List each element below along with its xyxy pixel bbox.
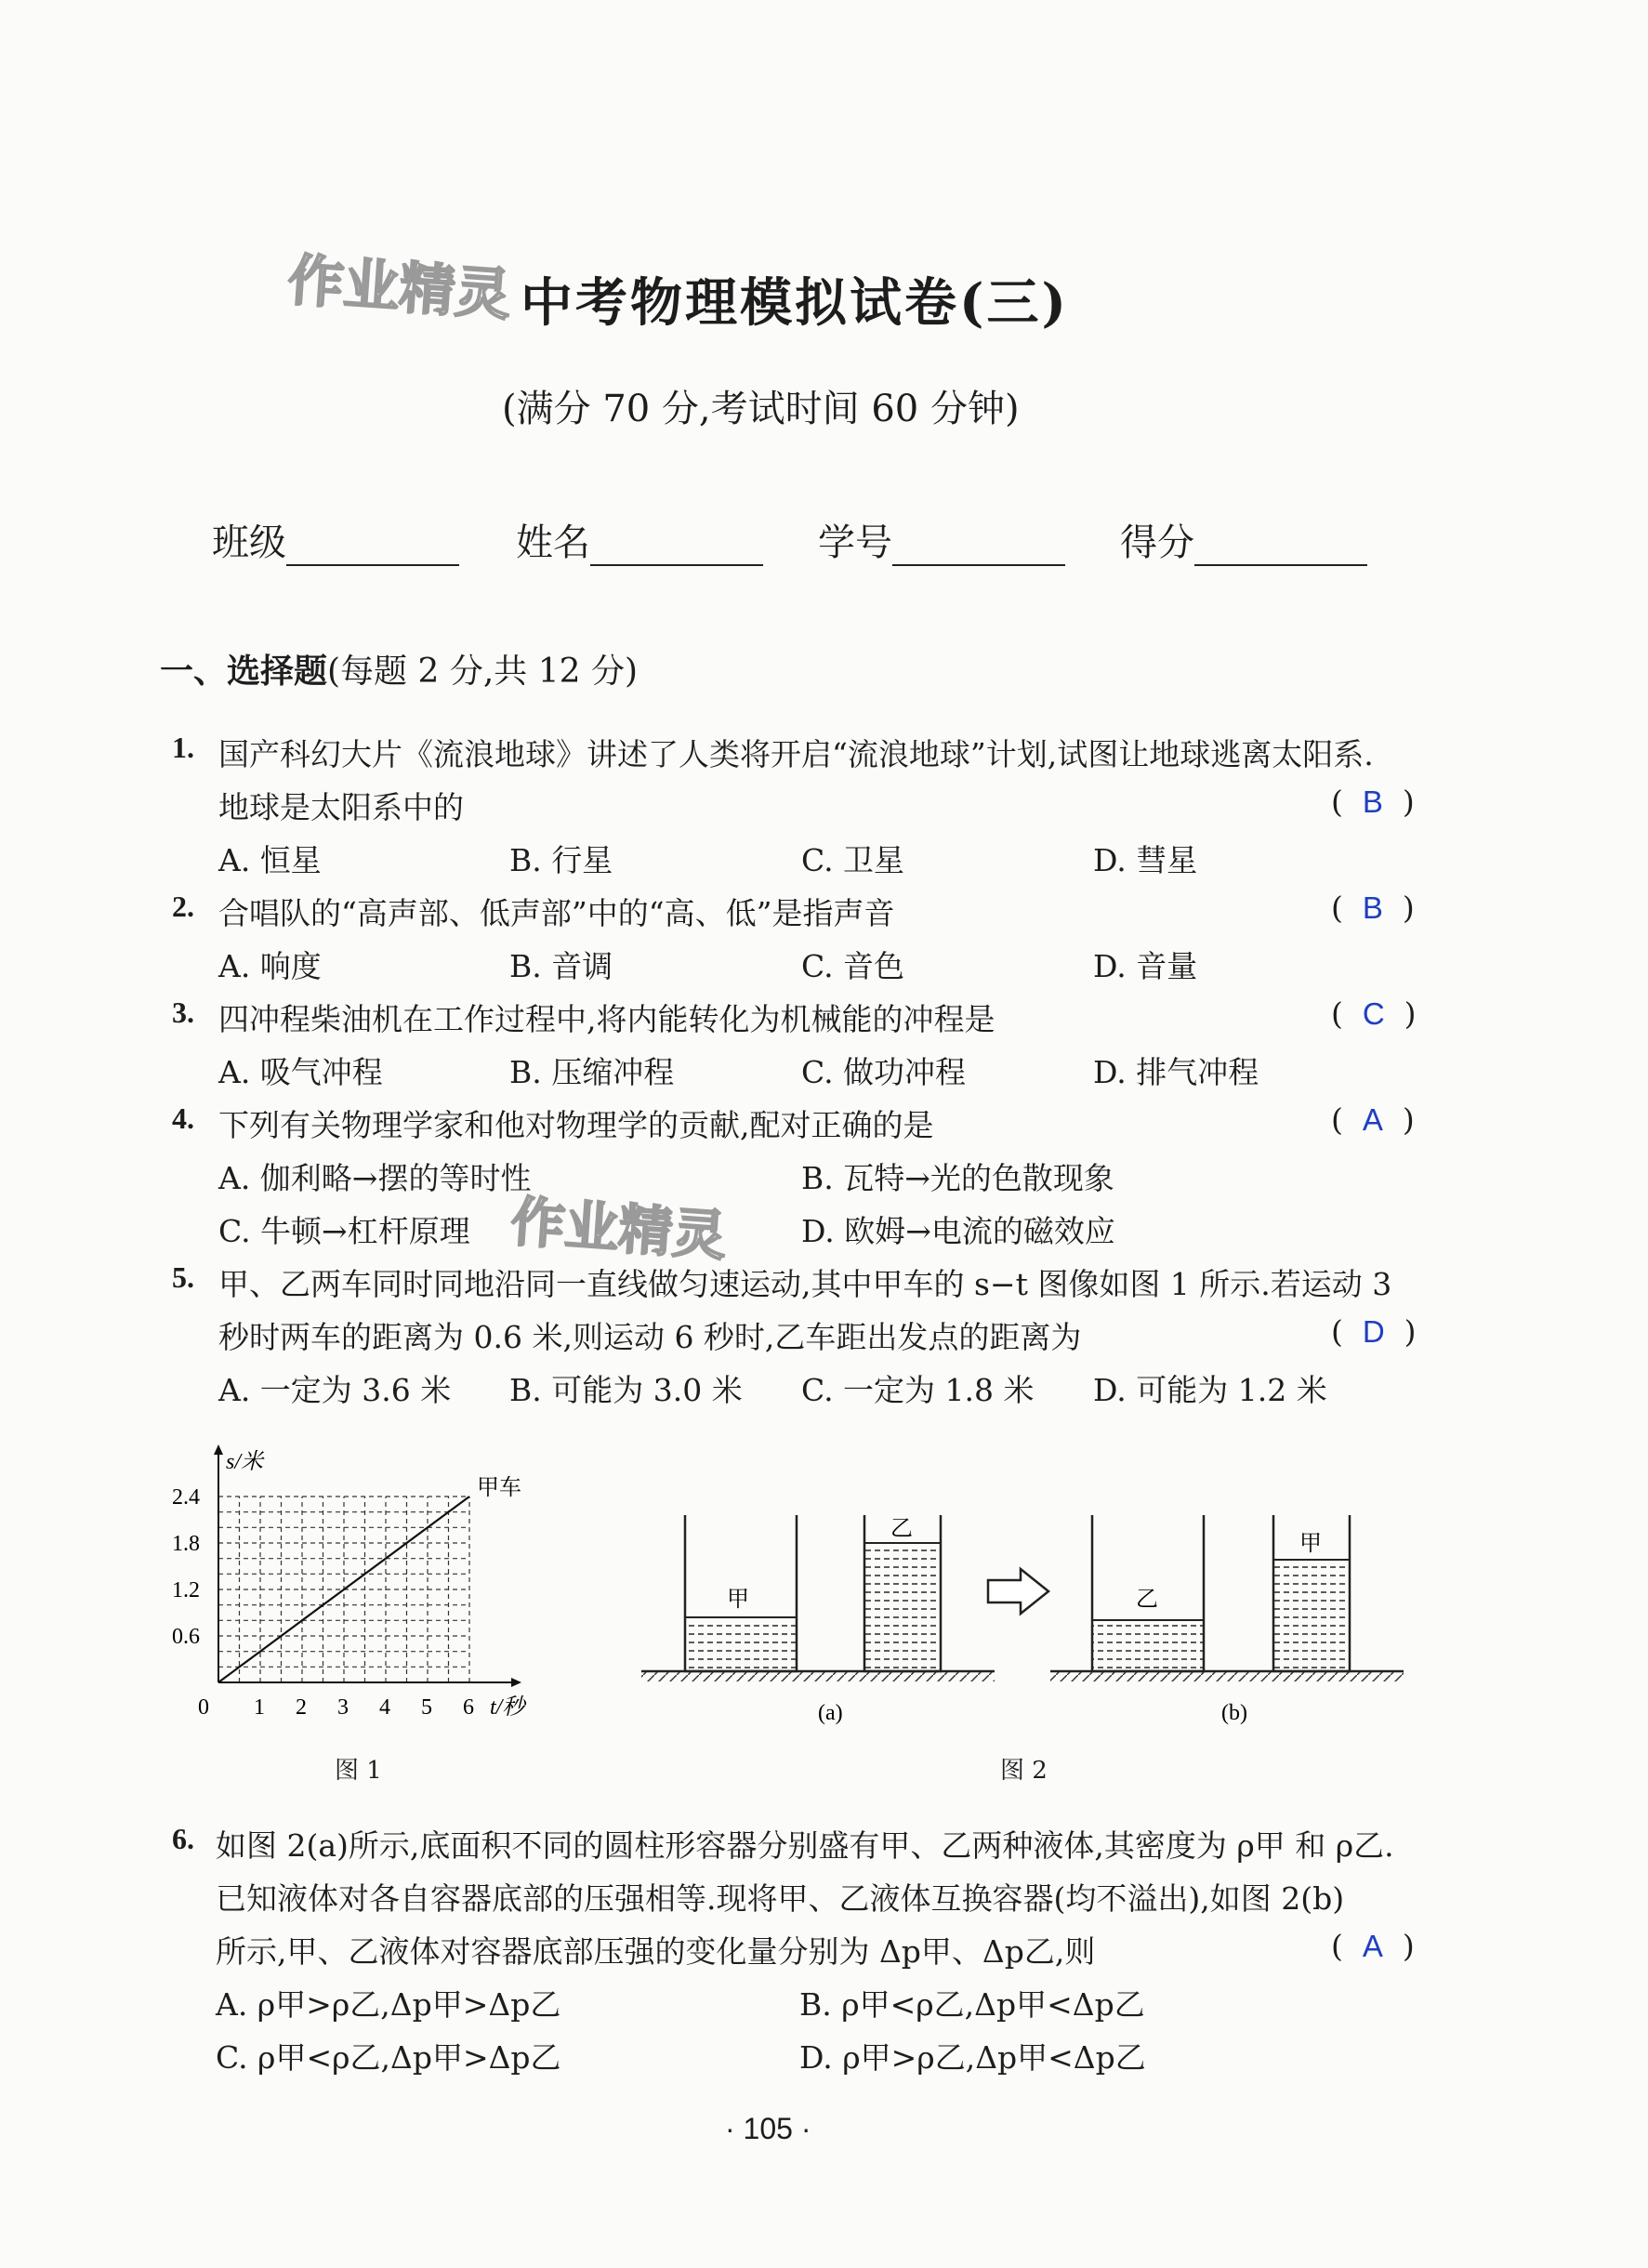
student-id-field[interactable]: 学号	[818, 513, 1065, 566]
option-a[interactable]: A. 吸气冲程	[218, 1054, 383, 1090]
series-label: 甲车	[477, 1476, 521, 1500]
question-number: 1.	[172, 731, 194, 764]
panel-a	[641, 1515, 995, 1725]
class-field[interactable]: 班级	[212, 513, 459, 566]
option-d[interactable]: D. 排气冲程	[1093, 1054, 1259, 1090]
option-b[interactable]: B. ρ甲<ρ乙,Δp甲<Δp乙	[799, 1986, 1145, 2023]
question-number: 6.	[172, 1822, 194, 1855]
panel-label: (b)	[1221, 1701, 1247, 1725]
liquid-label: 甲	[1299, 1532, 1322, 1556]
answer-bracket: ( B )	[1331, 784, 1415, 820]
answer-letter: B	[1362, 785, 1383, 819]
figure-2-caption: 图 2	[1000, 1757, 1048, 1785]
question-number: 2.	[172, 890, 194, 923]
page-subtitle: (满分 70 分,考试时间 60 分钟)	[502, 388, 1020, 430]
y-tick-label: 1.8	[172, 1532, 200, 1556]
question-text: 下列有关物理学家和他对物理学的贡献,配对正确的是	[218, 1107, 934, 1143]
option-b[interactable]: B. 行星	[509, 842, 613, 878]
answer-letter: B	[1362, 890, 1383, 925]
answer-bracket: ( C )	[1331, 996, 1417, 1032]
question-text: 如图 2(a)所示,底面积不同的圆柱形容器分别盛有甲、乙两种液体,其密度为 ρ甲 和 ρ乙.	[216, 1827, 1394, 1864]
x-tick-label: 6	[463, 1695, 474, 1718]
watermark: 作业精灵	[508, 1189, 729, 1268]
option-d[interactable]: D. 欧姆→电流的磁效应	[801, 1213, 1115, 1249]
option-c[interactable]: C. 一定为 1.8 米	[801, 1372, 1035, 1408]
liquid-label: 乙	[890, 1517, 913, 1541]
answer-bracket: ( B )	[1331, 890, 1415, 926]
y-axis-arrow	[214, 1444, 223, 1455]
arrow-icon	[988, 1569, 1048, 1614]
chart-plot-area	[172, 1444, 528, 1718]
x-axis-arrow	[511, 1678, 521, 1687]
option-a[interactable]: A. 恒星	[218, 842, 322, 878]
panel-label: (a)	[818, 1701, 843, 1725]
option-b[interactable]: B. 可能为 3.0 米	[509, 1372, 743, 1408]
liquid-yi	[1092, 1620, 1204, 1671]
option-b[interactable]: B. 瓦特→光的色散现象	[801, 1160, 1114, 1196]
answer-letter: A	[1362, 1929, 1383, 1963]
section-heading: 一、选择题(每题 2 分,共 12 分)	[160, 653, 639, 691]
y-axis-label: s/米	[226, 1450, 264, 1474]
option-c[interactable]: C. ρ甲<ρ乙,Δp甲>Δp乙	[216, 2039, 561, 2076]
option-c[interactable]: C. 卫星	[801, 842, 905, 878]
x-tick-label: 4	[379, 1695, 390, 1718]
page-title: 中考物理模拟试卷(三)	[521, 272, 1069, 334]
figure-1-chart	[167, 1439, 576, 1718]
x-tick-label: 0	[198, 1695, 209, 1718]
x-tick-label: 1	[254, 1695, 265, 1718]
question-number: 4.	[172, 1101, 194, 1135]
question-number: 5.	[172, 1260, 194, 1294]
x-axis-label: t/秒	[490, 1695, 525, 1718]
option-c[interactable]: C. 牛顿→杠杆原理	[218, 1213, 470, 1249]
x-tick-label: 5	[421, 1695, 432, 1718]
panel-b	[1050, 1515, 1404, 1725]
question-text: 四冲程柴油机在工作过程中,将内能转化为机械能的冲程是	[218, 1001, 995, 1037]
question-text: 已知液体对各自容器底部的压强相等.现将甲、乙液体互换容器(均不溢出),如图 2(b)	[216, 1880, 1345, 1917]
y-tick-label: 2.4	[172, 1485, 200, 1510]
answer-letter: C	[1362, 996, 1385, 1031]
answer-letter: D	[1362, 1314, 1385, 1349]
option-b[interactable]: B. 音调	[509, 948, 613, 984]
figure-1-caption: 图 1	[335, 1757, 382, 1785]
name-field[interactable]: 姓名	[516, 513, 763, 566]
question-text: 所示,甲、乙液体对容器底部压强的变化量分别为 Δp甲、Δp乙,则	[216, 1933, 1096, 1970]
question-text: 合唱队的“高声部、低声部”中的“高、低”是指声音	[218, 895, 895, 931]
score-field[interactable]: 得分	[1120, 513, 1367, 566]
question-text: 地球是太阳系中的	[218, 789, 464, 825]
option-d[interactable]: D. ρ甲>ρ乙,Δp甲<Δp乙	[799, 2039, 1146, 2076]
x-tick-label: 3	[337, 1695, 349, 1718]
liquid-jia	[685, 1617, 797, 1671]
option-c[interactable]: C. 音色	[801, 948, 905, 984]
answer-bracket: ( D )	[1331, 1313, 1417, 1350]
y-tick-label: 1.2	[172, 1578, 200, 1602]
figure-2-diagram	[632, 1497, 1413, 1729]
question-number: 3.	[172, 996, 194, 1029]
liquid-label: 乙	[1136, 1588, 1158, 1612]
answer-letter: A	[1362, 1102, 1383, 1137]
question-text: 甲、乙两车同时同地沿同一直线做匀速运动,其中甲车的 s−t 图像如图 1 所示.若运动 3	[218, 1266, 1392, 1302]
option-b[interactable]: B. 压缩冲程	[509, 1054, 675, 1090]
option-d[interactable]: D. 彗星	[1093, 842, 1198, 878]
option-c[interactable]: C. 做功冲程	[801, 1054, 967, 1090]
answer-bracket: ( A )	[1331, 1928, 1415, 1964]
option-a[interactable]: A. ρ甲>ρ乙,Δp甲>Δp乙	[216, 1986, 561, 2023]
x-tick-label: 2	[296, 1695, 307, 1718]
liquid-jia	[1273, 1560, 1350, 1671]
option-a[interactable]: A. 响度	[218, 948, 322, 984]
question-text: 秒时两车的距离为 0.6 米,则运动 6 秒时,乙车距出发点的距离为	[218, 1319, 1082, 1355]
option-a[interactable]: A. 伽利略→摆的等时性	[218, 1160, 532, 1196]
answer-bracket: ( A )	[1331, 1101, 1415, 1138]
liquid-label: 甲	[727, 1588, 749, 1612]
option-a[interactable]: A. 一定为 3.6 米	[218, 1372, 452, 1408]
page-number: · 105 ·	[725, 2112, 811, 2145]
option-d[interactable]: D. 音量	[1093, 948, 1198, 984]
watermark: 作业精灵	[285, 247, 513, 329]
question-text: 国产科幻大片《流浪地球》讲述了人类将开启“流浪地球”计划,试图让地球逃离太阳系.	[218, 736, 1374, 772]
liquid-yi	[864, 1543, 941, 1671]
y-tick-label: 0.6	[172, 1625, 200, 1649]
option-d[interactable]: D. 可能为 1.2 米	[1093, 1372, 1327, 1408]
